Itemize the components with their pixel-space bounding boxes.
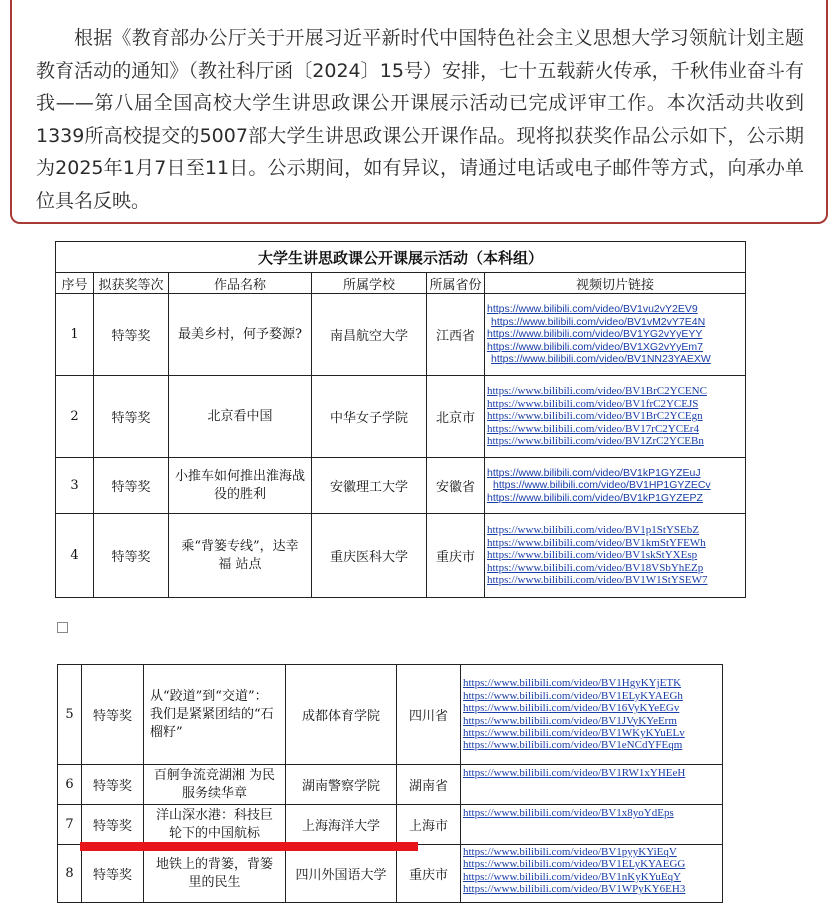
video-link[interactable]: https://www.bilibili.com/video/BV18VSbYhEZp — [487, 561, 704, 574]
table-row — [56, 514, 746, 598]
row-award: 特等奖 — [82, 665, 144, 765]
video-link[interactable]: https://www.bilibili.com/video/BV1skStYXEsp — [487, 549, 698, 562]
video-link[interactable]: https://www.bilibili.com/video/BV1ZrC2YCEBn — [487, 435, 704, 448]
award-table-undergrad — [55, 241, 746, 598]
row-school: 四川外国语大学 — [286, 845, 397, 903]
video-link[interactable]: https://www.bilibili.com/video/BV1HP1GYZECv — [493, 479, 711, 492]
row-school: 成都体育学院 — [286, 665, 397, 765]
table-row — [58, 805, 723, 845]
row-work: 北京看中国 — [169, 376, 312, 458]
row-school: 重庆医科大学 — [312, 514, 427, 598]
video-link[interactable]: https://www.bilibili.com/video/BV1BrC2YCEgn — [487, 410, 703, 423]
video-link[interactable]: https://www.bilibili.com/video/BV1p1StYSEbZ — [487, 524, 699, 537]
row-province: 上海市 — [397, 805, 461, 845]
award-table-continued — [57, 664, 723, 903]
header-award: 拟获奖等次 — [94, 273, 169, 294]
row-num: 8 — [58, 845, 82, 903]
row-school: 湖南警察学院 — [286, 765, 397, 805]
video-link[interactable]: https://www.bilibili.com/video/BV1vM2vY7E4N — [491, 315, 706, 328]
row-num: 5 — [58, 665, 82, 765]
video-link[interactable]: https://www.bilibili.com/video/BV16VyKYeEGv — [463, 702, 680, 715]
row-work: 地铁上的背篓，背篓 里的民生 — [144, 845, 286, 903]
row-province: 北京市 — [427, 376, 485, 458]
row-province: 重庆市 — [427, 514, 485, 598]
header-school: 所属学校 — [312, 273, 427, 294]
row-award: 特等奖 — [94, 514, 169, 598]
row-award: 特等奖 — [82, 805, 144, 845]
row-school: 上海海洋大学 — [286, 805, 397, 845]
table-row — [56, 458, 746, 514]
row-work: 洋山深水港：科技巨轮下的中国航标 — [144, 805, 286, 845]
video-link[interactable]: https://www.bilibili.com/video/BV1x8yoYdEps — [463, 807, 674, 819]
row-work: 从“跤道”到“交道”：我们是紧紧团结的“石榴籽” — [144, 665, 286, 765]
row-award: 特等奖 — [94, 294, 169, 376]
video-link[interactable]: https://www.bilibili.com/video/BV1HgyKYjETK — [463, 677, 682, 690]
row-award: 特等奖 — [82, 845, 144, 903]
header-work: 作品名称 — [169, 273, 312, 294]
header-province: 所属省份 — [427, 273, 485, 294]
video-link[interactable]: https://www.bilibili.com/video/BV1frC2YCEJS — [487, 397, 699, 410]
row-num: 4 — [56, 514, 94, 598]
notice-text: 根据《教育部办公厅关于开展习近平新时代中国特色社会主义思想大学习领航计划主题教育活动的通知》（教社科厅函〔2024〕15号）安排，七十五载薪火传承，千秋伟业奋斗有我——第八届全国高校大学生讲思政课公开课展示活动已完成评审工作。本次活动共收到1339所高校提交的5007部大学生讲思政课公开课作品。现将拟获奖作品公示如下，公示期为2025年1月7日至11日。公示期间，如有异议，请通过电话或电子邮件等方式，向承办单位具名反映。 — [36, 27, 804, 212]
row-work: 乘“背篓专线”，达幸福 站点 — [169, 514, 312, 598]
video-link[interactable]: https://www.bilibili.com/video/BV1vu2vY2EV9 — [487, 303, 698, 316]
row-num: 6 — [58, 765, 82, 805]
video-link[interactable]: https://www.bilibili.com/video/BV1W1StYSEW7 — [487, 574, 708, 587]
row-award: 特等奖 — [82, 765, 144, 805]
table-title: 大学生讲思政课公开课展示活动（本科组） — [56, 242, 746, 273]
video-link[interactable]: https://www.bilibili.com/video/BV17rC2YCEr4 — [487, 422, 699, 435]
row-school: 安徽理工大学 — [312, 458, 427, 514]
row-province: 安徽省 — [427, 458, 485, 514]
row-award: 特等奖 — [94, 376, 169, 458]
video-link[interactable]: https://www.bilibili.com/video/BV1kmStYFEWh — [487, 536, 706, 549]
video-link[interactable]: https://www.bilibili.com/video/BV1ELyKYAEGh — [463, 689, 683, 702]
row-province: 湖南省 — [397, 765, 461, 805]
row-work: 最美乡村，何予婺源? — [169, 294, 312, 376]
table-row — [56, 294, 746, 376]
video-link[interactable]: https://www.bilibili.com/video/BV1YG2vYyEYY — [487, 328, 703, 341]
video-link[interactable]: https://www.bilibili.com/video/BV1XG2vYyEm7 — [487, 340, 703, 353]
placeholder-glyph — [57, 622, 68, 633]
video-link[interactable]: https://www.bilibili.com/video/BV1JVyKYeErm — [463, 714, 677, 727]
notice-box — [10, 0, 828, 224]
row-province: 江西省 — [427, 294, 485, 376]
video-link[interactable]: https://www.bilibili.com/video/BV1eNCdYFEqm — [463, 739, 683, 752]
video-link[interactable]: https://www.bilibili.com/video/BV1ELyKYAEGG — [463, 858, 686, 871]
video-link[interactable]: https://www.bilibili.com/video/BV1nKyKYuEqY — [463, 870, 682, 883]
row-school: 中华女子学院 — [312, 376, 427, 458]
header-links: 视频切片链接 — [485, 273, 746, 294]
row-work: 百舸争流竞湖湘 为民 服务续华章 — [144, 765, 286, 805]
row-province: 重庆市 — [397, 845, 461, 903]
row-school: 南昌航空大学 — [312, 294, 427, 376]
video-link[interactable]: https://www.bilibili.com/video/BV1RW1xYHEeH — [463, 767, 686, 779]
video-link[interactable]: https://www.bilibili.com/video/BV1kP1GYZEuJ — [487, 466, 701, 479]
red-underline-mark — [80, 842, 418, 851]
table-row — [56, 376, 746, 458]
video-link[interactable]: https://www.bilibili.com/video/BV1BrC2YCENC — [487, 385, 707, 398]
row-num: 2 — [56, 376, 94, 458]
video-link[interactable]: https://www.bilibili.com/video/BV1WKyKYuELv — [463, 726, 685, 739]
video-link[interactable]: https://www.bilibili.com/video/BV1WPyKY6EH3 — [463, 883, 686, 896]
row-num: 7 — [58, 805, 82, 845]
video-link[interactable]: https://www.bilibili.com/video/BV1pyyKYiEqV — [463, 846, 677, 858]
row-award: 特等奖 — [94, 458, 169, 514]
row-work: 小推车如何推出淮海战役的胜利 — [169, 458, 312, 514]
row-province: 四川省 — [397, 665, 461, 765]
video-link[interactable]: https://www.bilibili.com/video/BV1NN23YAEXW — [491, 353, 711, 366]
table-row — [58, 765, 723, 805]
table-row — [58, 845, 723, 903]
row-num: 1 — [56, 294, 94, 376]
video-link[interactable]: https://www.bilibili.com/video/BV1kP1GYZEPZ — [487, 491, 703, 504]
header-num: 序号 — [56, 273, 94, 294]
row-num: 3 — [56, 458, 94, 514]
table-row — [58, 665, 723, 765]
